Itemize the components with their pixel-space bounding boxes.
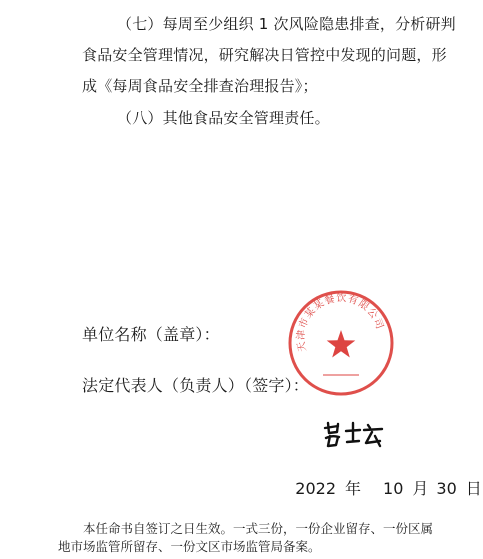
date-year: 2022 [295,479,336,498]
clause-7-line-3: 成《每周食品安全排查治理报告》； [82,77,318,95]
clause-7-line-2: 食品安全管理情况，研究解决日管控中发现的问题，形 [82,46,447,64]
unit-name-label: 单位名称（盖章）： [82,325,220,344]
handwritten-signature [322,419,386,451]
legal-representative-label: 法定代表人（负责人）（签字）： [82,376,310,395]
date-month-unit: 月 [412,479,429,498]
footnote [58,520,438,556]
clause-7-line-1: （七）每周至少组织 1 次风险隐患排查，分析研判 [117,15,456,33]
seal-star-icon [327,330,356,358]
date-day-unit: 日 [465,479,482,498]
seal-arc-text: 天津市某某餐饮有限公司 [295,293,386,353]
company-seal [287,289,395,397]
signing-date [268,479,482,499]
date-month: 10 [383,479,404,498]
clause-8: （八）其他食品安全管理责任。 [117,109,330,127]
footnote-line-1: 本任命书自签订之日生效。一式三份，一份企业留存、一份区属 [83,521,434,536]
footnote-line-2: 地市场监管所留存、一份文区市场监管局备案。 [58,539,321,554]
date-year-unit: 年 [345,479,362,498]
date-day: 30 [436,479,457,498]
